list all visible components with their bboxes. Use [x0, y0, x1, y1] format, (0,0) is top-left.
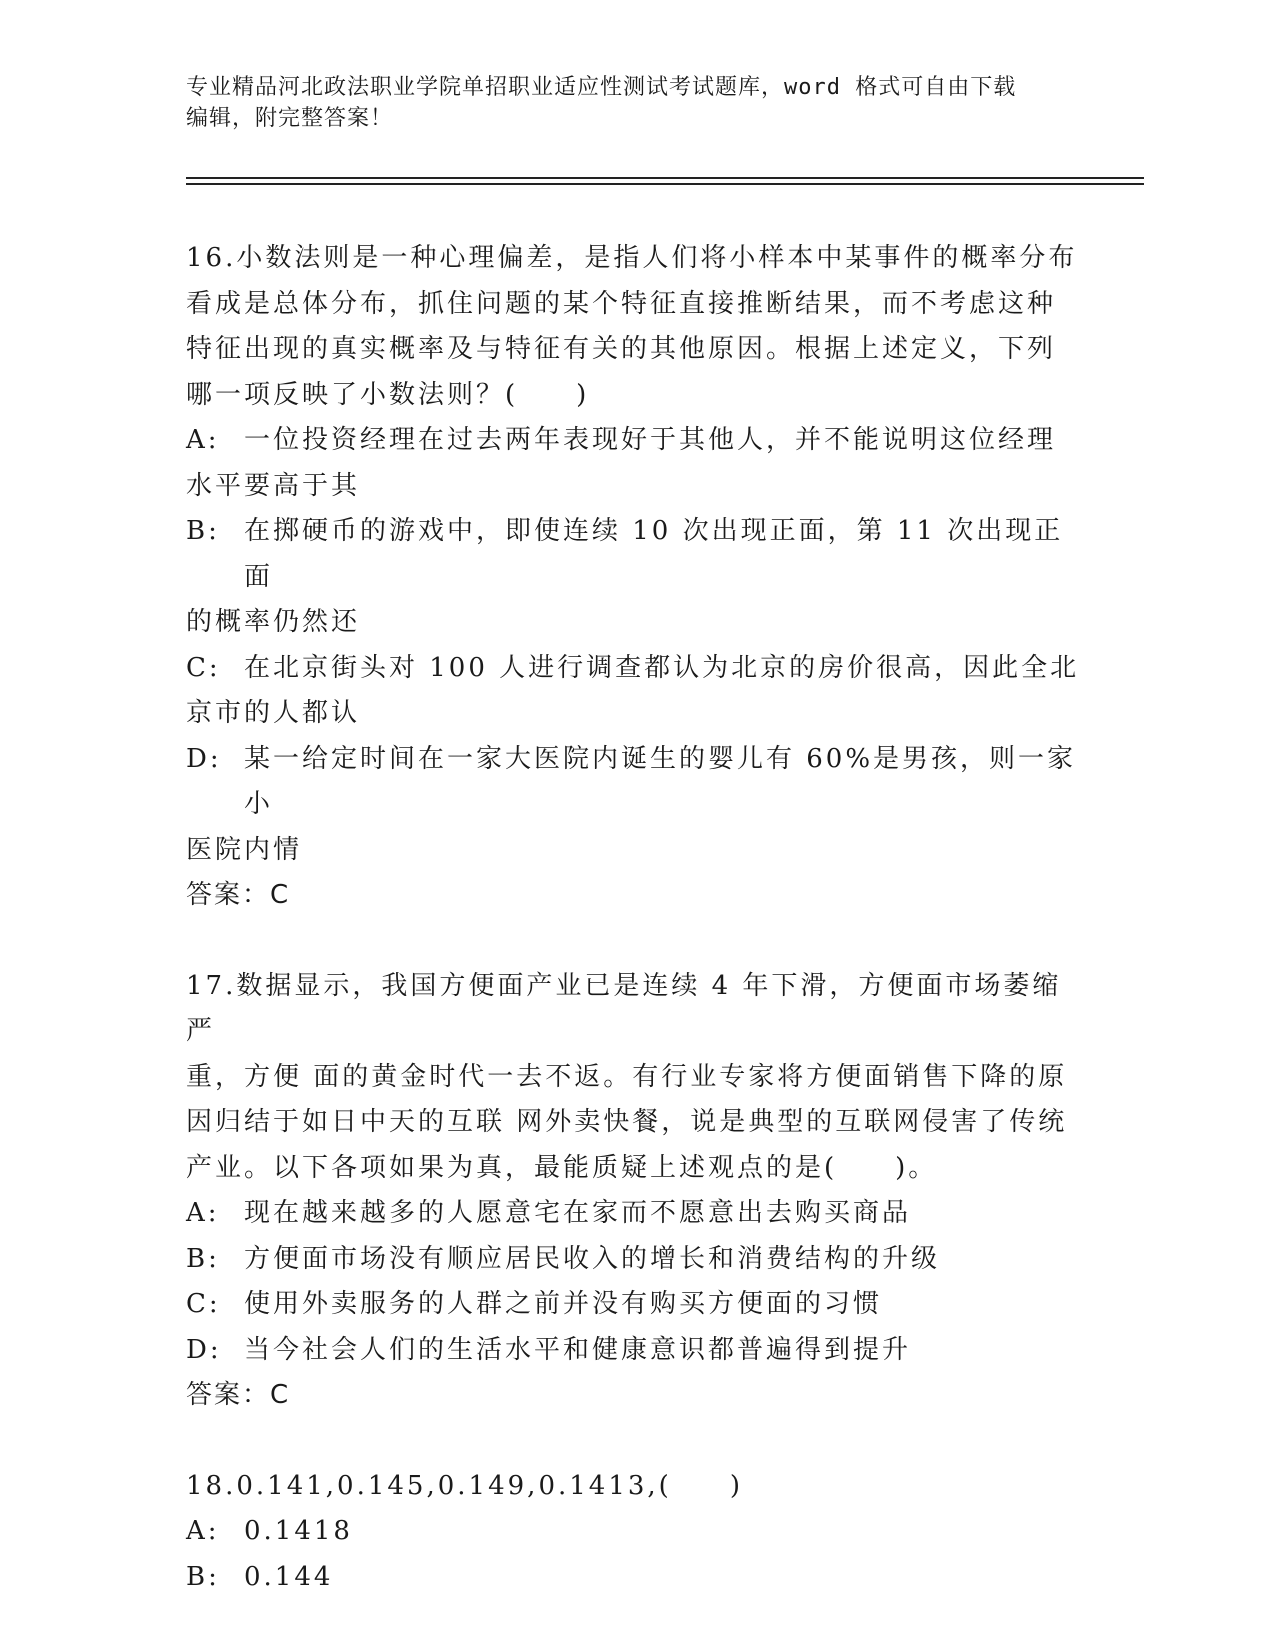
question-18	[186, 1464, 1086, 1601]
question-spacer	[186, 919, 1086, 964]
option-d	[186, 737, 1086, 874]
option-b	[186, 1555, 1086, 1601]
question-stem-line: 重，方便 面的黄金时代一去不返。有行业专家将方便面销售下降的原	[186, 1061, 1068, 1092]
question-spacer	[186, 1419, 1086, 1464]
option-text: 0.1418	[244, 1516, 353, 1546]
question-17	[186, 964, 1086, 1419]
option-b	[186, 509, 1086, 646]
question-stem-line: 看成是总体分布，抓住问题的某个特征直接推断结果，而不考虑这种	[186, 288, 1057, 319]
option-text: 一位投资经理在过去两年表现好于其他人，并不能说明这位经理	[244, 425, 1057, 455]
question-stem-line: 特征出现的真实概率及与特征有关的其他原因。根据上述定义，下列	[186, 334, 1057, 364]
question-stem-line: 16.小数法则是一种心理偏差，是指人们将小样本中某事件的概率分布	[186, 243, 1078, 273]
option-text: 在北京街头对 100 人进行调查都认为北京的房价很高，因此全北	[244, 652, 1080, 683]
option-letter: B:	[186, 516, 220, 546]
document-header	[186, 72, 1066, 134]
option-text-continued: 水平要高于其	[186, 470, 361, 501]
option-text-continued: 医院内情	[186, 834, 303, 865]
header-line-1: 专业精品河北政法职业学院单招职业适应性测试考试题库，word 格式可自由下载	[186, 75, 1017, 100]
option-c	[186, 646, 1086, 737]
option-letter: D:	[186, 743, 222, 774]
option-text: 当今社会人们的生活水平和健康意识都普遍得到提升	[244, 1334, 912, 1365]
option-b	[186, 1237, 1086, 1283]
header-rule-bottom	[186, 183, 1144, 185]
answer-line: 答案：C	[186, 1380, 291, 1410]
option-letter: C:	[186, 652, 221, 683]
option-c	[186, 1282, 1086, 1328]
header-rule-top	[186, 177, 1144, 179]
option-letter: B:	[186, 1243, 220, 1274]
option-d	[186, 1328, 1086, 1374]
option-text: 方便面市场没有顺应居民收入的增长和消费结构的升级	[244, 1243, 941, 1274]
option-a	[186, 1509, 1086, 1555]
option-text: 使用外卖服务的人群之前并没有购买方便面的习惯	[244, 1289, 883, 1319]
header-line-2: 编辑，附完整答案！	[186, 106, 394, 131]
question-16	[186, 236, 1086, 919]
option-letter: A:	[186, 1198, 220, 1228]
option-letter: A:	[186, 1516, 220, 1546]
question-list	[186, 236, 1086, 1600]
option-letter: D:	[186, 1334, 222, 1365]
option-text: 在掷硬币的游戏中，即使连续 10 次出现正面，第 11 次出现正面	[244, 516, 1064, 592]
question-stem-line: 哪一项反映了小数法则？( )	[186, 379, 590, 410]
option-text: 某一给定时间在一家大医院内诞生的婴儿有 60%是男孩，则一家小	[244, 743, 1077, 819]
question-stem-line: 17.数据显示，我国方便面产业已是连续 4 年下滑，方便面市场萎缩严	[186, 970, 1062, 1046]
option-a	[186, 1191, 1086, 1237]
question-stem-line: 因归结于如日中天的互联 网外卖快餐，说是典型的互联网侵害了传统	[186, 1107, 1068, 1137]
option-letter: A:	[186, 425, 220, 455]
option-letter: C:	[186, 1289, 221, 1319]
option-text: 现在越来越多的人愿意宅在家而不愿意出去购买商品	[244, 1198, 912, 1228]
question-stem-line: 18.0.141,0.145,0.149,0.1413,( )	[186, 1470, 743, 1501]
question-stem-line: 产业。以下各项如果为真，最能质疑上述观点的是( )。	[186, 1152, 938, 1183]
answer-line: 答案：C	[186, 880, 291, 910]
option-text: 0.144	[244, 1561, 334, 1592]
option-letter: B:	[186, 1561, 220, 1592]
option-text-continued: 的概率仍然还	[186, 607, 361, 637]
option-a	[186, 418, 1086, 509]
option-text-continued: 京市的人都认	[186, 698, 361, 728]
